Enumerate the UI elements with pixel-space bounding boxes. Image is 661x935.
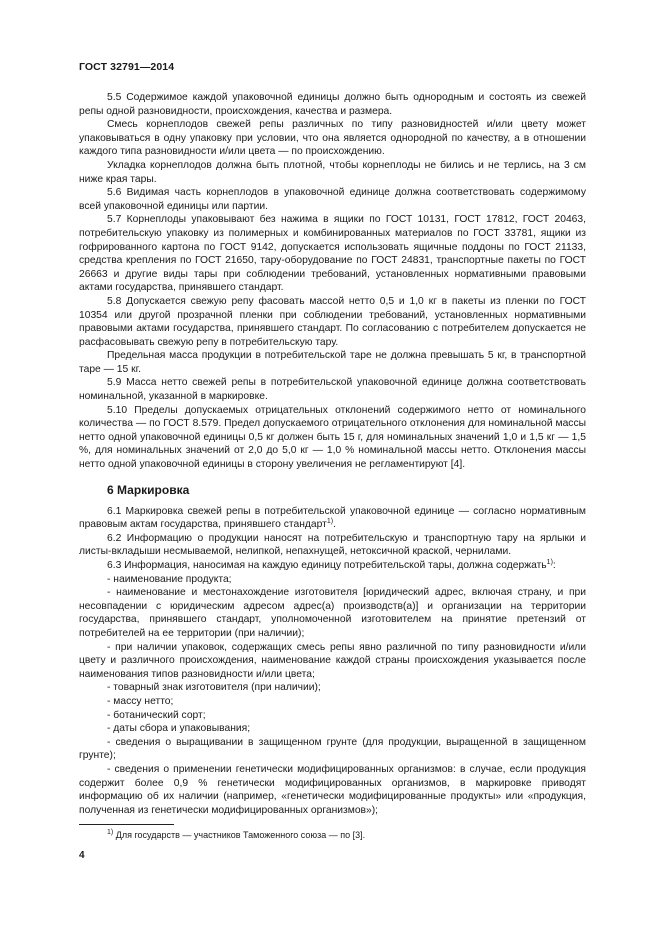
- list-item: - ботанический сорт;: [107, 709, 206, 721]
- paragraph-6-3-tail: :: [552, 560, 556, 571]
- list-item: - наименование и местонахождение изготовителя [юридический адрес, включая страну, и при несовпадении с юридическим адресом адрес(а) производств(а)] и организации на территории государства, принявшего стандарт, уполномоченной изготовителем на принятие претензий от потребителей на ее территории (при наличии);: [79, 587, 586, 639]
- paragraph-5-9: 5.9 Масса нетто свежей репы в потребительской упаковочной единице должна соответствовать номинальной, указанной в маркировке.: [79, 377, 586, 403]
- paragraph-6-1-tail: .: [333, 519, 336, 531]
- paragraph-6-1-text: 6.1 Маркировка свежей репы в потребительской упаковочной единице — согласно нормативным правовым актам государства, принявшего стандарт: [79, 505, 586, 531]
- document-header: ГОСТ 32791—2014: [79, 61, 175, 73]
- paragraph-5-5: 5.5 Содержимое каждой упаковочной единицы должно быть однородным и состоять из свежей репы одной разновидности, происхождения, качества и размера.: [79, 92, 586, 117]
- paragraph-6-3-text: 6.3 Информация, наносимая на каждую единицу потребительской тары, должна содержать: [107, 560, 547, 571]
- footnote-ref: 1): [326, 518, 334, 526]
- paragraph-5-6: 5.6 Видимая часть корнеплодов в упаковочной единице должна соответствовать содержимому всей упаковочной единицы или партии.: [79, 187, 586, 212]
- list-item: - при наличии упаковок, содержащих смесь репы явно различной по типу разновидности и/или цвету и различного происхождения, наименование каждой страны происхождения указывается после наименования типов разновидности и/или цвета;: [79, 641, 586, 680]
- paragraph-5-8: 5.8 Допускается свежую репу фасовать массой нетто 0,5 и 1,0 кг в пакеты из пленки по ГОСТ 10354 или другой прозрачной пленки при соблюдении требований, установленных нормативными правовыми актами государства, принявшего стандарт. По согласованию с потребителем допускается не расфасовывать свежую репу в потребительскую тару.: [79, 295, 586, 348]
- paragraph-5-10: 5.10 Пределы допускаемых отрицательных отклонений содержимого нетто от номинального количества — по ГОСТ 8.579. Предел допускаемого отрицательного отклонения для номинальной массы нетто одной упаковочной единицы 0,5 кг должен быть 15 г, для номинальных значений 1,0 и 1,5 кг — 1,5 %, для номинальных значений от 2,0 до 5,0 кг — 1,0 % номинальной массы нетто. Отклонения массы нетто одной упаковочной единицы в сторону увеличения не регламентируют [4].: [79, 404, 586, 471]
- paragraph-5-7: 5.7 Корнеплоды упаковывают без нажима в ящики по ГОСТ 10131, ГОСТ 17812, ГОСТ 20463, потребительскую упаковку из полимерных и комбинированных материалов по ГОСТ 33781, ящики из гофрированного картона по ГОСТ 9142, допускается использовать ящичные поддоны по ГОСТ 21133, средства крепления по ГОСТ 21650, тару-оборудование по ГОСТ 24831, транспортные пакеты по ГОСТ 26663 и другие виды тары при соблюдении требований, установленных нормативными правовыми актами государства, принявшего стандарт.: [79, 214, 586, 294]
- page-number: 4: [79, 850, 85, 861]
- footnote-text: Для государств — участников Таможенного союза — по [3].: [113, 830, 366, 840]
- paragraph-max-mass: Предельная масса продукции в потребительской таре не должна превышать 5 кг, в транспортной таре — 15 кг.: [79, 350, 586, 375]
- section-heading: 6 Маркировка: [107, 482, 190, 497]
- footnote-marker: 1): [107, 829, 114, 836]
- list-item: - массу нетто;: [107, 695, 174, 707]
- paragraph-mixture: Смесь корнеплодов свежей репы различных по типу разновидностей и/или цвету может упаковываться в одну упаковку при условии, что она является однородной по качеству, а в отношении каждого типа разновидности и/или цвета — по происхождению.: [79, 119, 586, 158]
- list-item: - сведения о применении генетически модифицированных организмов: в случае, если продукция содержит более 0,9 % генетически модифицированных организмов, в маркировке приводят информацию об их наличии (например, «генетически модифицированные продукты» или «продукция, полученная из генетически модифицированных организмов»);: [79, 763, 586, 816]
- document-body: [79, 91, 586, 817]
- footnote-ref: 1): [546, 559, 553, 566]
- list-item: - товарный знак изготовителя (при наличии);: [107, 682, 321, 694]
- paragraph-6-2: 6.2 Информацию о продукции наносят на потребительскую и транспортную тару на ярлыки и листы-вкладыши несмываемой, нелипкой, непахнущей, нетоксичной краской, чернилами.: [79, 532, 586, 558]
- list-item: - даты сбора и упаковывания;: [107, 723, 251, 735]
- paragraph-6-3: [79, 559, 586, 573]
- footnote-divider: [79, 824, 174, 825]
- paragraph-6-1: [79, 505, 586, 532]
- list-item: - сведения о выращивании в защищенном грунте (для продукции, выращенной в защищенном грунте);: [79, 736, 586, 762]
- footnote: [107, 830, 365, 841]
- paragraph-packing-density: Укладка корнеплодов должна быть плотной, чтобы корнеплоды не бились и не терлись, на 3 см ниже края тары.: [79, 159, 586, 185]
- list-item: - наименование продукта;: [107, 573, 232, 585]
